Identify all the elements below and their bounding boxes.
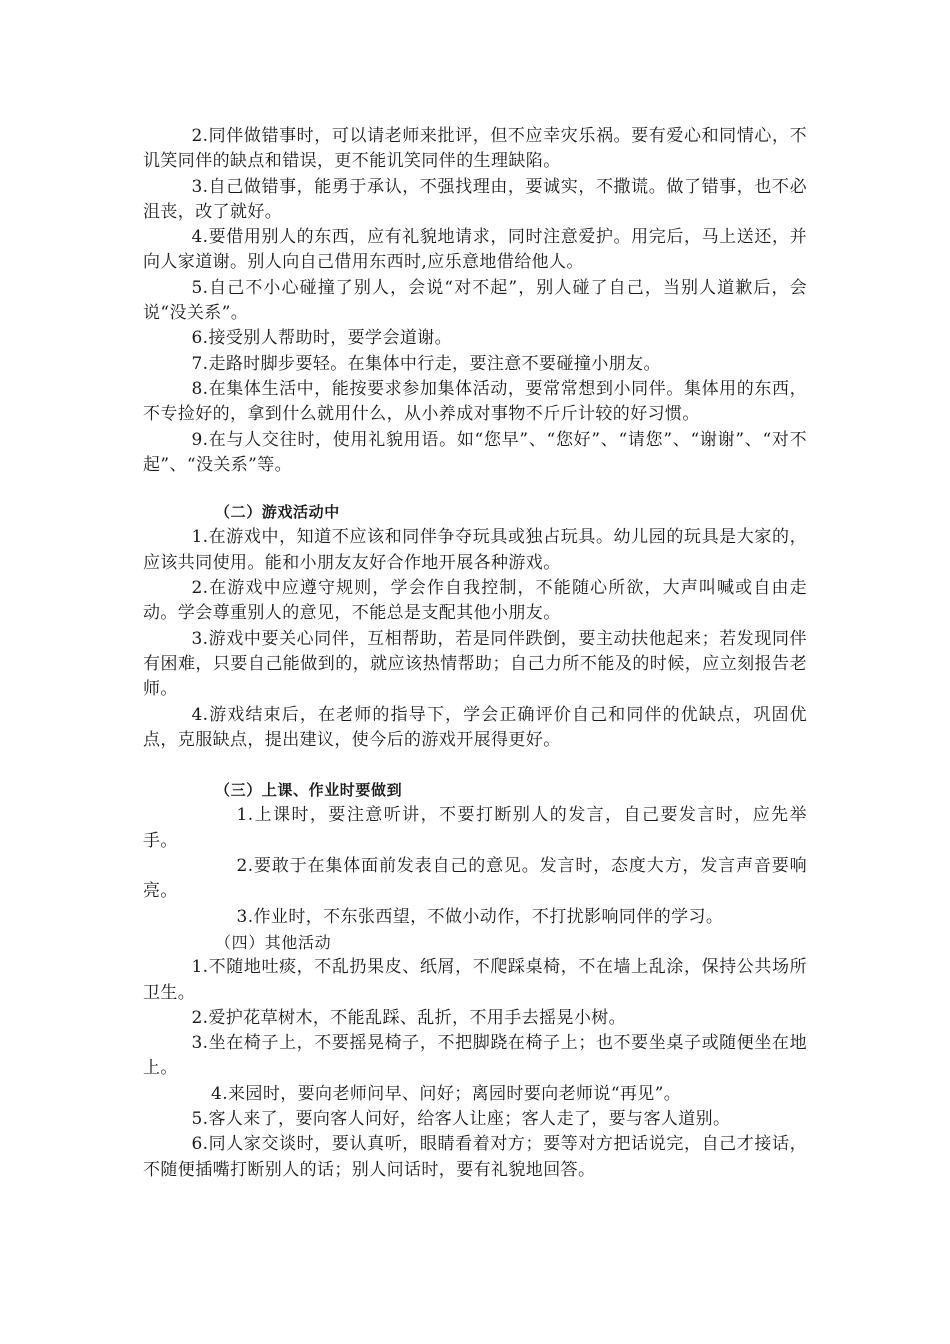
rule-paragraph: 1.在游戏中，知道不应该和同伴争夺玩具或独占玩具。幼儿园的玩具是大家的，应该共同使用。能和小朋友友好合作地开展各种游戏。 [143,527,807,573]
rule-paragraph: 3.作业时，不东张西望，不做小动作，不打扰影响同伴的学习。 [236,906,724,927]
rule-paragraph: 6.接受别人帮助时，要学会道谢。 [191,328,453,349]
rule-paragraph: 6.同人家交谈时，要认真听，眼睛看着对方；要等对方把话说完，自己才接话，不随便插嘴打断别人的话；别人问话时，要有礼貌地回答。 [143,1134,807,1180]
rule-paragraph: 2.要敢于在集体面前发表自己的意见。发言时，态度大方，发言声音要响亮。 [143,856,807,902]
document-body [143,124,807,1183]
rule-paragraph: 1.不随地吐痰，不乱扔果皮、纸屑，不爬踩桌椅，不在墙上乱涂，保持公共场所卫生。 [143,957,807,1003]
rule-paragraph: 2.在游戏中应遵守规则，学会作自我控制，不能随心所欲，大声叫喊或自由走动。学会尊重别人的意见，不能总是支配其他小朋友。 [143,578,807,624]
rule-paragraph: 2.同伴做错事时，可以请老师来批评，但不应幸灾乐祸。要有爱心和同情心，不讥笑同伴的缺点和错误，更不能讥笑同伴的生理缺陷。 [143,126,807,172]
rule-paragraph: 1.上课时，要注意听讲，不要打断别人的发言，自己要发言时，应先举手。 [143,805,807,851]
rule-paragraph: 4.要借用别人的东西，应有礼貌地请求，同时注意爱护。用完后，马上送还，并向人家道谢。别人向自己借用东西时,应乐意地借给他人。 [143,227,807,273]
rule-paragraph: 4.来园时，要向老师问早、问好；离园时要向老师说“再见”。 [211,1083,682,1104]
rule-paragraph: 2.爱护花草树木，不能乱踩、乱折，不用手去摇晃小树。 [191,1007,627,1028]
rule-paragraph: 9.在与人交往时，使用礼貌用语。如“您早”、“您好”、“请您”、“谢谢”、“对不起”、“没关系”等。 [143,429,807,475]
rule-paragraph: 3.自己做错事，能勇于承认，不强找理由，要诚实，不撒谎。做了错事，也不必沮丧，改了就好。 [143,176,807,222]
rule-paragraph: 3.游戏中要关心同伴，互相帮助，若是同伴跌倒，要主动扶他起来；若发现同伴有困难，只要自己能做到的，就应该热情帮助；自己力所不能及的时候，应立刻报告老师。 [143,628,807,700]
section-heading-class: （三）上课、作业时要做到 [215,781,403,800]
rule-paragraph: 5.客人来了，要向客人问好，给客人让座；客人走了，要与客人道别。 [191,1108,731,1129]
rule-paragraph: 4.游戏结束后，在老师的指导下，学会正确评价自己和同伴的优缺点，巩固优点，克服缺点，提出建议，使今后的游戏开展得更好。 [143,704,807,750]
section-heading-games: （二）游戏活动中 [215,503,340,522]
rule-paragraph: 5.自己不小心碰撞了别人，会说“对不起”，别人碰了自己，当别人道歉后，会说“没关系”。 [143,277,807,324]
rule-paragraph: 3.坐在椅子上，不要摇晃椅子，不把脚跷在椅子上；也不要坐桌子或随便坐在地上。 [143,1033,807,1079]
rule-paragraph: 7.走路时脚步要轻。在集体中行走，要注意不要碰撞小朋友。 [191,353,661,374]
rule-paragraph: 8.在集体生活中，能按要求参加集体活动，要常常想到小同伴。集体用的东西，不专捡好的，拿到什么就用什么，从小养成对事物不斤斤计较的好习惯。 [143,378,807,425]
section-heading-other: （四）其他活动 [215,932,332,952]
